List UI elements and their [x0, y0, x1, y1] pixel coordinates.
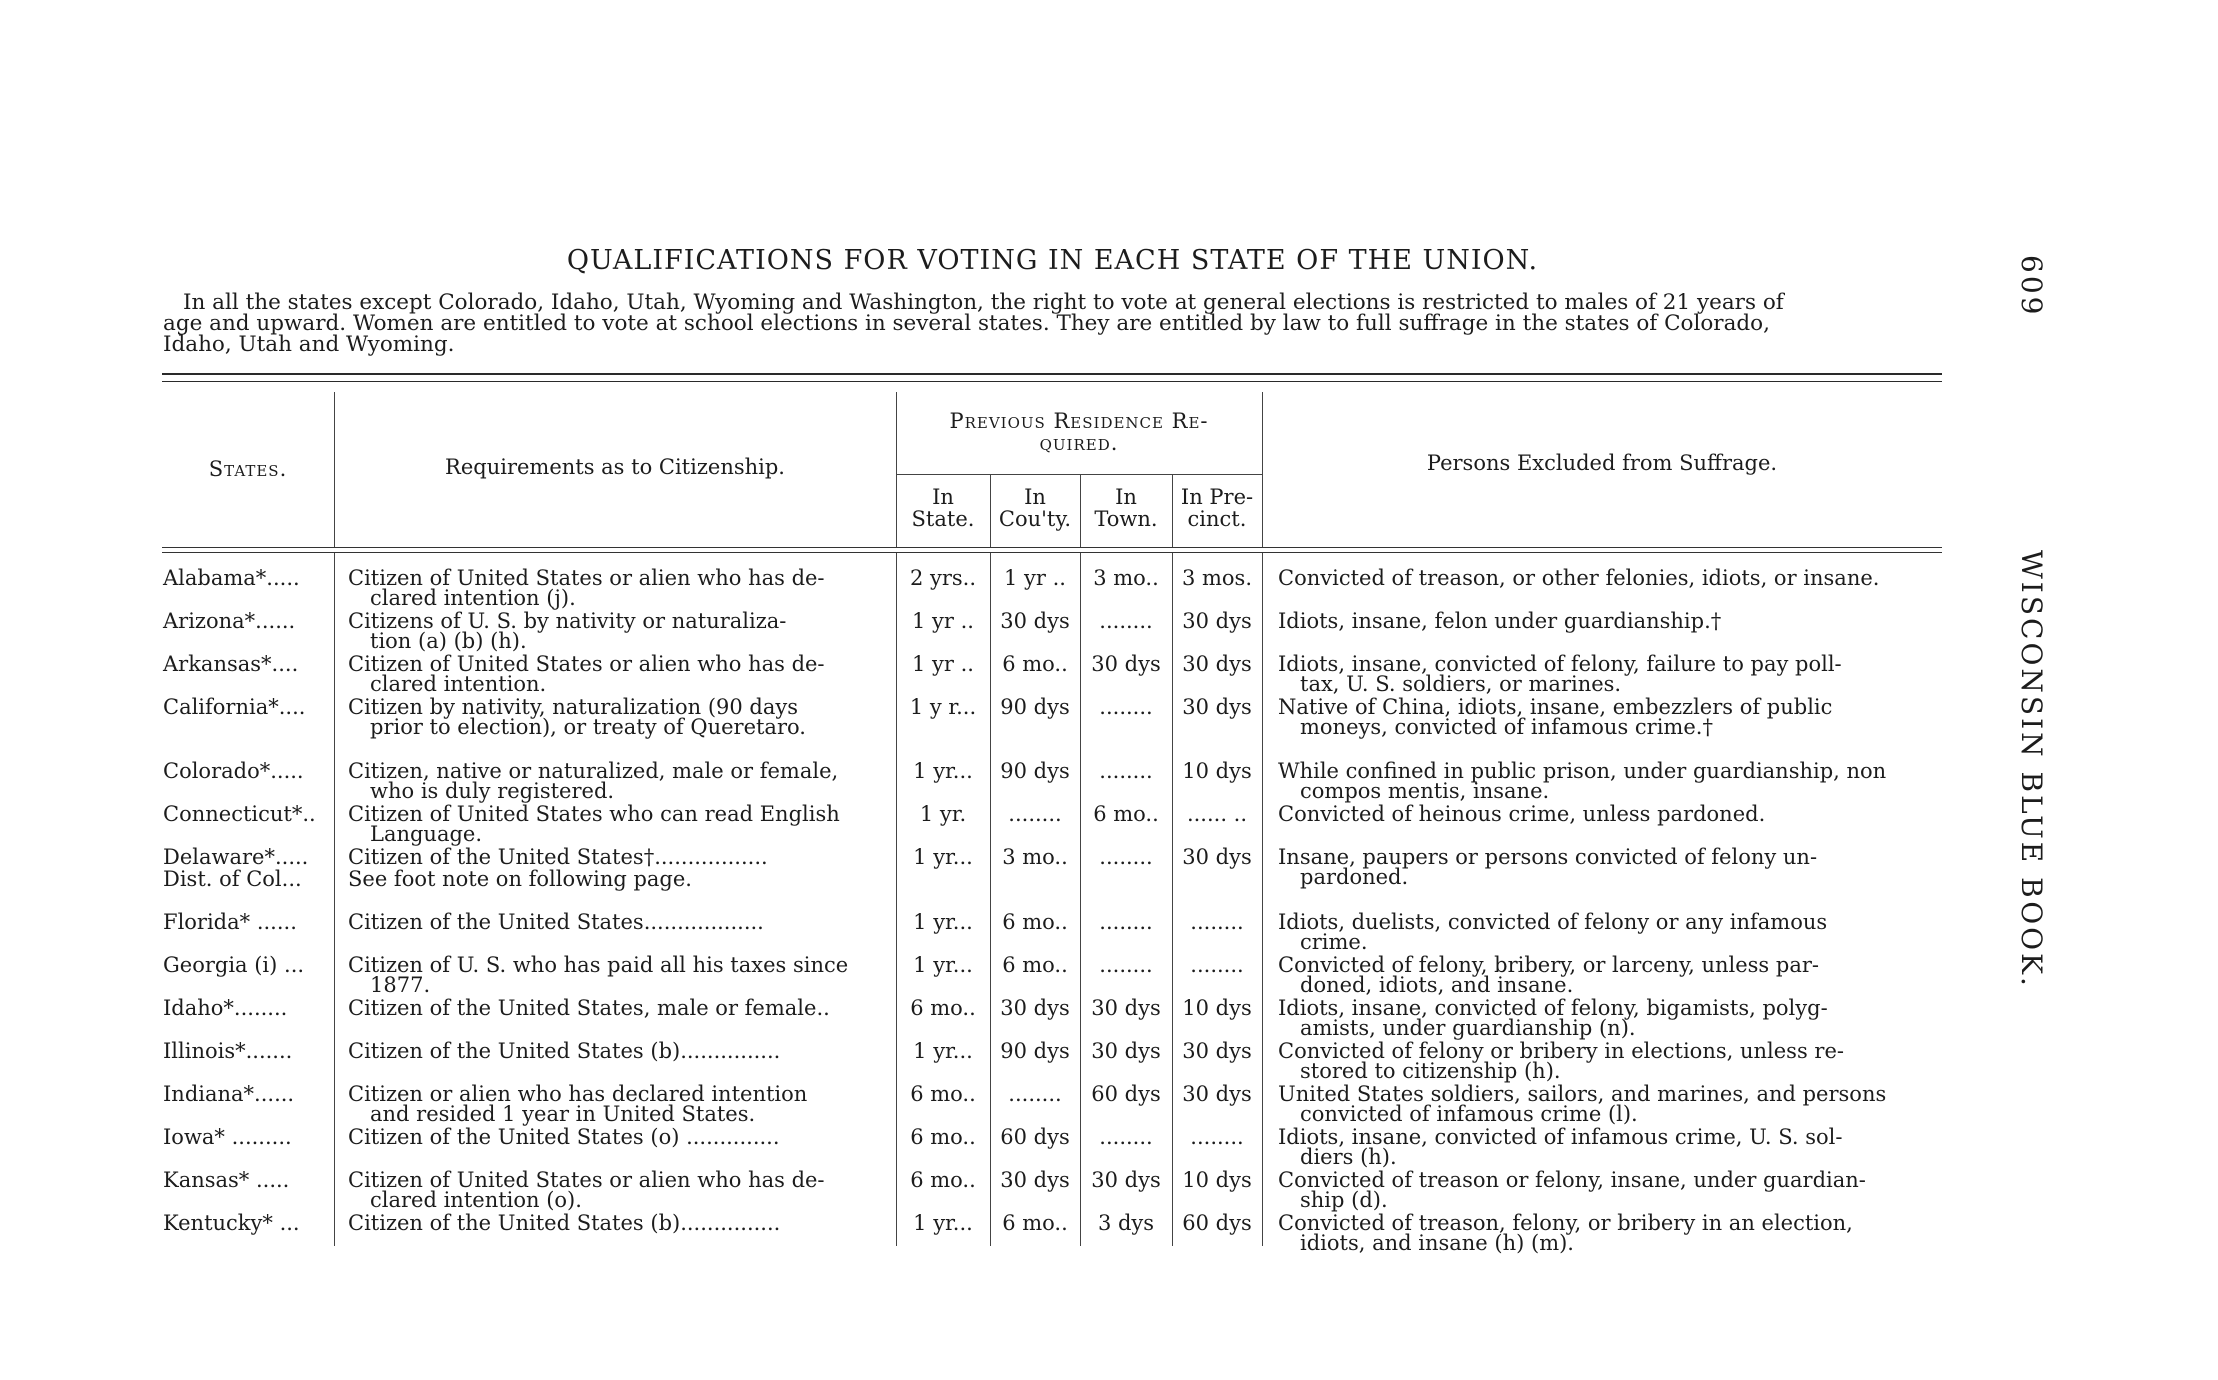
- table-row-excluded: [1278, 1084, 1948, 1124]
- cell-line: Citizen of United States or alien who has de-: [348, 1168, 825, 1192]
- cell-line: Citizen of the United States, male or female..: [348, 996, 830, 1020]
- table-row-citizenship: [348, 1084, 890, 1124]
- table-row-state: Delaware*.....: [163, 845, 309, 869]
- header-in-town: In Town.: [1094, 485, 1158, 531]
- cell-line: Citizen of the United States (b)...............: [348, 1039, 781, 1063]
- table-row-excluded: [1278, 654, 1948, 694]
- table-row-in-precinct: 10 dys: [1182, 996, 1252, 1020]
- table-row-in-precinct: 30 dys: [1182, 845, 1252, 869]
- cell-line: Idiots, insane, convicted of infamous crime, U. S. sol-: [1278, 1125, 1843, 1149]
- cell-line: Convicted of felony or bribery in elections, unless re-: [1278, 1039, 1844, 1063]
- table-row-in-county: 6 mo..: [1002, 910, 1068, 934]
- top-rule: [162, 373, 1942, 375]
- cell-line: tax, U. S. soldiers, or marines.: [1300, 672, 1622, 696]
- cell-line: Citizen by nativity, naturalization (90 days: [348, 695, 799, 719]
- cell-line: Citizen of the United States†.................: [348, 845, 768, 869]
- table-row-in-precinct: 30 dys: [1182, 1082, 1252, 1106]
- table-row-in-state: 6 mo..: [910, 1082, 976, 1106]
- table-row-in-town: 6 mo..: [1093, 802, 1159, 826]
- cell-line: clared intention (o).: [370, 1188, 582, 1212]
- table-row-state: Dist. of Col...: [163, 867, 302, 891]
- table-row-in-state: 1 yr...: [913, 1039, 973, 1063]
- cell-line: clared intention (j).: [370, 586, 576, 610]
- table-row-citizenship: [348, 654, 890, 694]
- page-title: QUALIFICATIONS FOR VOTING IN EACH STATE OF THE UNION.: [566, 245, 1539, 276]
- table-row-in-county: ........: [1008, 802, 1062, 826]
- table-row-in-county: ........: [1008, 1082, 1062, 1106]
- table-row-state: California*....: [163, 695, 306, 719]
- table-row-in-state: 1 yr.: [919, 802, 967, 826]
- cell-line: convicted of infamous crime (l).: [1300, 1102, 1638, 1126]
- cell-line: 1877.: [370, 973, 431, 997]
- table-row-citizenship: [348, 998, 890, 1018]
- table-row-citizenship: [348, 912, 890, 932]
- cell-line: ship (d).: [1300, 1188, 1388, 1212]
- table-row-in-county: 30 dys: [1000, 996, 1070, 1020]
- header-in-precinct: In Pre- cinct.: [1180, 485, 1254, 531]
- table-row-in-county: 30 dys: [1000, 1168, 1070, 1192]
- header-in-county: In Cou'ty.: [998, 485, 1072, 531]
- column-divider: [896, 553, 897, 1246]
- table-row-state: Arkansas*....: [163, 652, 299, 676]
- table-row-excluded: [1278, 1127, 1948, 1167]
- cell-line: Citizen or alien who has declared intention: [348, 1082, 808, 1106]
- cell-line: moneys, convicted of infamous crime.†: [1300, 715, 1713, 739]
- page-number: 609: [2015, 255, 2048, 318]
- table-row-state: Georgia (i) ...: [163, 953, 305, 977]
- cell-line: Citizens of U. S. by nativity or naturaliza-: [348, 609, 787, 633]
- table-row-in-precinct: ...... ..: [1186, 802, 1248, 826]
- cell-line: Citizen of United States or alien who has de-: [348, 652, 825, 676]
- table-row-in-precinct: 60 dys: [1182, 1211, 1252, 1235]
- table-row-citizenship: [348, 697, 890, 737]
- table-row-state: Idaho*........: [163, 996, 288, 1020]
- table-row-in-precinct: 30 dys: [1182, 652, 1252, 676]
- cell-line: Citizen, native or naturalized, male or female,: [348, 759, 839, 783]
- cell-line: and resided 1 year in United States.: [370, 1102, 756, 1126]
- table-row-citizenship: [348, 568, 890, 608]
- table-row-in-county: 90 dys: [1000, 759, 1070, 783]
- table-row-in-town: 30 dys: [1091, 1168, 1161, 1192]
- cell-line: Citizen of the United States (o) ..............: [348, 1125, 780, 1149]
- residence-header-rule: [896, 474, 1262, 475]
- table-row-in-precinct: 3 mos.: [1181, 566, 1253, 590]
- table-row-in-precinct: 10 dys: [1182, 759, 1252, 783]
- cell-line: Idiots, insane, convicted of felony, bigamists, polyg-: [1278, 996, 1828, 1020]
- cell-line: prior to election), or treaty of Queretaro.: [370, 715, 806, 739]
- cell-line: Convicted of treason, felony, or bribery in an election,: [1278, 1211, 1853, 1235]
- table-row-in-state: 1 yr...: [913, 845, 973, 869]
- table-row-in-state: 2 yrs..: [909, 566, 977, 590]
- top-rule-thin: [162, 381, 1942, 382]
- table-row-state: Colorado*.....: [163, 759, 304, 783]
- cell-line: tion (a) (b) (h).: [370, 629, 527, 653]
- table-row-excluded: [1278, 955, 1948, 995]
- table-row-excluded: [1278, 1213, 1948, 1253]
- table-row-in-county: 60 dys: [1000, 1125, 1070, 1149]
- table-row-citizenship: [348, 869, 890, 889]
- cell-line: who is duly registered.: [370, 779, 615, 803]
- table-row-excluded: [1278, 804, 1948, 824]
- table-row-in-town: 3 mo..: [1093, 566, 1159, 590]
- table-row-citizenship: [348, 804, 890, 844]
- table-row-in-state: 1 yr...: [913, 953, 973, 977]
- table-row-in-state: 6 mo..: [910, 1168, 976, 1192]
- cell-line: stored to citizenship (h).: [1300, 1059, 1561, 1083]
- cell-line: diers (h).: [1300, 1145, 1397, 1169]
- column-divider: [1262, 553, 1263, 1246]
- table-row-excluded: [1278, 761, 1948, 801]
- table-row-in-town: ........: [1099, 695, 1153, 719]
- table-row-excluded: [1278, 998, 1948, 1038]
- table-row-excluded: [1278, 912, 1948, 952]
- table-row-state: Arizona*......: [163, 609, 296, 633]
- cell-line: Insane, paupers or persons convicted of felony un-: [1278, 845, 1818, 869]
- cell-line: While confined in public prison, under guardianship, non: [1278, 759, 1887, 783]
- cell-line: Convicted of felony, bribery, or larceny, unless par-: [1278, 953, 1819, 977]
- table-row-citizenship: [348, 611, 890, 651]
- table-row-citizenship: [348, 761, 890, 801]
- table-row-in-state: 1 yr...: [913, 910, 973, 934]
- table-row-state: Florida* ......: [163, 910, 297, 934]
- table-row-in-town: ........: [1099, 845, 1153, 869]
- cell-line: compos mentis, insane.: [1300, 779, 1550, 803]
- cell-line: Native of China, idiots, insane, embezzlers of public: [1278, 695, 1833, 719]
- column-divider: [990, 553, 991, 1246]
- column-divider: [1080, 553, 1081, 1246]
- intro-line: age and upward. Women are entitled to vote at school elections in several states. They are entitled by law to full suffrage in the states of Colorado,: [163, 311, 1770, 336]
- table-row-in-town: 60 dys: [1091, 1082, 1161, 1106]
- table-row-in-precinct: 10 dys: [1182, 1168, 1252, 1192]
- table-row-state: Iowa* .........: [163, 1125, 292, 1149]
- table-row-citizenship: [348, 847, 890, 867]
- table-row-state: Kentucky* ...: [163, 1211, 300, 1235]
- table-row-citizenship: [348, 1170, 890, 1210]
- table-row-in-county: 6 mo..: [1002, 652, 1068, 676]
- table-row-in-county: 3 mo..: [1002, 845, 1068, 869]
- cell-line: clared intention.: [370, 672, 547, 696]
- cell-line: Citizen of the United States (b)...............: [348, 1211, 781, 1235]
- table-row-excluded: [1278, 847, 1948, 887]
- header-excluded: Persons Excluded from Suffrage.: [1426, 451, 1778, 475]
- intro-line: In all the states except Colorado, Idaho, Utah, Wyoming and Washington, the right to vote at general elections is restricted to males of 21 years of: [183, 290, 1784, 315]
- table-row-in-precinct: 30 dys: [1182, 695, 1252, 719]
- table-row-in-county: 1 yr ..: [1004, 566, 1066, 590]
- table-row-state: Illinois*.......: [163, 1039, 293, 1063]
- cell-line: pardoned.: [1300, 865, 1409, 889]
- table-row-in-state: 6 mo..: [910, 1125, 976, 1149]
- cell-line: Idiots, duelists, convicted of felony or any infamous: [1278, 910, 1828, 934]
- table-row-in-town: 3 dys: [1097, 1211, 1155, 1235]
- table-row-in-state: 1 yr ..: [912, 609, 974, 633]
- table-row-in-town: ........: [1099, 1125, 1153, 1149]
- table-row-in-town: ........: [1099, 953, 1153, 977]
- table-row-in-state: 1 yr ..: [912, 652, 974, 676]
- table-row-in-state: 1 y r...: [909, 695, 977, 719]
- table-row-in-precinct: ........: [1190, 1125, 1244, 1149]
- table-row-state: Alabama*.....: [163, 566, 300, 590]
- table-row-in-state: 6 mo..: [910, 996, 976, 1020]
- table-row-in-state: 1 yr...: [913, 759, 973, 783]
- table-row-in-county: 6 mo..: [1002, 953, 1068, 977]
- header-in-state: In State.: [911, 485, 975, 531]
- header-citizenship: Requirements as to Citizenship.: [445, 455, 785, 479]
- table-row-in-town: 30 dys: [1091, 1039, 1161, 1063]
- cell-line: Convicted of treason or felony, insane, under guardian-: [1278, 1168, 1866, 1192]
- cell-line: Citizen of United States who can read English: [348, 802, 840, 826]
- header-residence: Previous Residence Re- quired.: [949, 409, 1209, 455]
- table-row-in-state: 1 yr...: [913, 1211, 973, 1235]
- table-row-citizenship: [348, 1213, 890, 1233]
- table-row-in-county: 6 mo..: [1002, 1211, 1068, 1235]
- cell-line: Idiots, insane, felon under guardianship.†: [1278, 609, 1722, 633]
- table-row-excluded: [1278, 1041, 1948, 1081]
- cell-line: Convicted of treason, or other felonies, idiots, or insane.: [1278, 566, 1880, 590]
- cell-line: See foot note on following page.: [348, 867, 692, 891]
- table-row-excluded: [1278, 697, 1948, 737]
- cell-line: Language.: [370, 822, 483, 846]
- table-row-citizenship: [348, 1127, 890, 1147]
- table-row-state: Indiana*......: [163, 1082, 295, 1106]
- running-head: WISCONSIN BLUE BOOK.: [2015, 550, 2048, 989]
- table-row-excluded: [1278, 1170, 1948, 1210]
- cell-line: Citizen of the United States..................: [348, 910, 764, 934]
- cell-line: doned, idiots, and insane.: [1300, 973, 1574, 997]
- intro-paragraph: [163, 292, 1948, 355]
- table-row-in-county: 90 dys: [1000, 695, 1070, 719]
- cell-line: Convicted of heinous crime, unless pardoned.: [1278, 802, 1766, 826]
- header-states: States.: [208, 457, 288, 481]
- table-row-in-county: 90 dys: [1000, 1039, 1070, 1063]
- table-row-state: Connecticut*..: [163, 802, 316, 826]
- table-row-in-town: 30 dys: [1091, 996, 1161, 1020]
- header-rule-thin: [162, 552, 1942, 553]
- cell-line: Citizen of U. S. who has paid all his taxes since: [348, 953, 849, 977]
- table-row-in-county: 30 dys: [1000, 609, 1070, 633]
- cell-line: Idiots, insane, convicted of felony, failure to pay poll-: [1278, 652, 1842, 676]
- table-row-in-town: ........: [1099, 759, 1153, 783]
- table-row-in-precinct: 30 dys: [1182, 1039, 1252, 1063]
- table-row-in-precinct: ........: [1190, 953, 1244, 977]
- header-rule: [162, 547, 1942, 548]
- cell-line: Citizen of United States or alien who has de-: [348, 566, 825, 590]
- cell-line: amists, under guardianship (n).: [1300, 1016, 1636, 1040]
- table-row-in-precinct: ........: [1190, 910, 1244, 934]
- table-row-state: Kansas* .....: [163, 1168, 290, 1192]
- intro-line: Idaho, Utah and Wyoming.: [163, 332, 455, 357]
- table-row-citizenship: [348, 955, 890, 995]
- table-row-in-town: ........: [1099, 910, 1153, 934]
- table-row-in-precinct: 30 dys: [1182, 609, 1252, 633]
- cell-line: crime.: [1300, 930, 1368, 954]
- cell-line: United States soldiers, sailors, and marines, and persons: [1278, 1082, 1887, 1106]
- table-row-in-town: ........: [1099, 609, 1153, 633]
- table-row-excluded: [1278, 568, 1948, 588]
- table-row-in-town: 30 dys: [1091, 652, 1161, 676]
- column-divider: [334, 553, 335, 1246]
- table-row-citizenship: [348, 1041, 890, 1061]
- cell-line: idiots, and insane (h) (m).: [1300, 1231, 1574, 1255]
- table-row-excluded: [1278, 611, 1948, 631]
- column-divider: [1172, 553, 1173, 1246]
